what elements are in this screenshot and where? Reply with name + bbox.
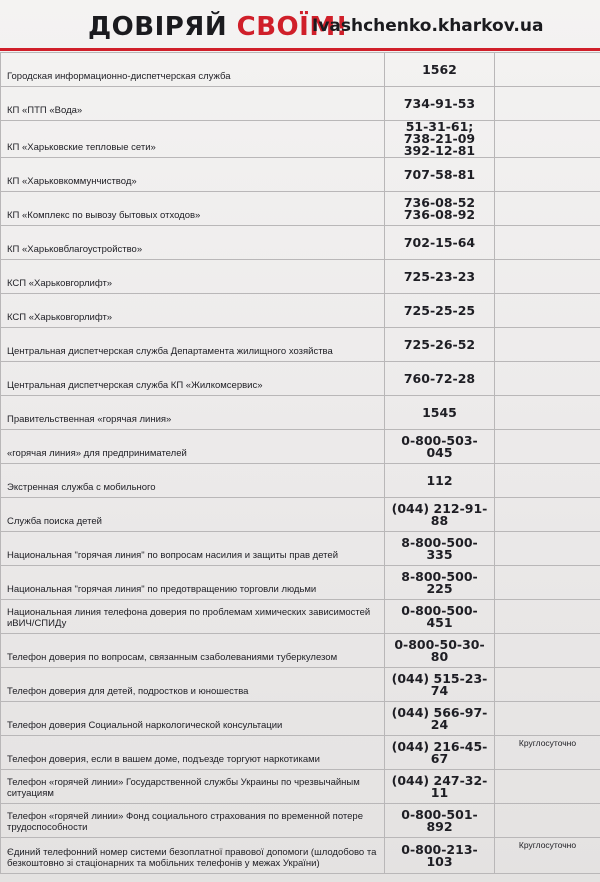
availability-note <box>495 464 600 498</box>
slogan-part1: ДОВІРЯЙ <box>88 12 228 42</box>
availability-note <box>495 702 600 736</box>
hotline-rows <box>1 53 600 874</box>
phone-line: 725-26-52 <box>403 336 476 352</box>
service-name: Правительственная «горячая линия» <box>1 396 385 430</box>
service-name: Телефон доверия по вопросам, связанным сзаболеваниями туберкулезом <box>1 634 385 668</box>
header-rule <box>0 48 600 51</box>
phone-line: 734-91-53 <box>403 95 476 111</box>
phone-line: 0-800-500-451 <box>401 602 478 630</box>
service-name: КП «Комплекс по вывозу бытовых отходов» <box>1 192 385 226</box>
availability-note <box>495 294 600 328</box>
service-name: «горячая линия» для предпринимателей <box>1 430 385 464</box>
phone-number <box>385 260 495 294</box>
phone-line: 1545 <box>422 404 457 420</box>
hotline-table <box>0 52 600 874</box>
table-row <box>1 464 600 498</box>
phone-line: 0-800-501-892 <box>401 806 478 834</box>
phone-number <box>385 87 495 121</box>
table-row <box>1 53 600 87</box>
table-row <box>1 192 600 226</box>
service-name: КП «Харьковблагоустройство» <box>1 226 385 260</box>
availability-note <box>495 770 600 804</box>
phone-number <box>385 430 495 464</box>
phone-number <box>385 226 495 260</box>
availability-note <box>495 121 600 158</box>
phone-number <box>385 362 495 396</box>
availability-note <box>495 532 600 566</box>
phone-line: 0-800-503-045 <box>401 432 478 460</box>
table-row <box>1 566 600 600</box>
availability-note <box>495 226 600 260</box>
phone-line: 8-800-500-225 <box>401 568 478 596</box>
table-row <box>1 804 600 838</box>
service-name: Национальная "горячая линия" по вопросам насилия и защиты прав детей <box>1 532 385 566</box>
phone-line: 725-23-23 <box>403 268 476 284</box>
table-row <box>1 634 600 668</box>
phone-number <box>385 566 495 600</box>
table-row <box>1 396 600 430</box>
table-row <box>1 328 600 362</box>
table-row <box>1 668 600 702</box>
phone-number <box>385 600 495 634</box>
phone-number <box>385 396 495 430</box>
table-row <box>1 226 600 260</box>
service-name: Городская информационно-диспетчерская служба <box>1 53 385 87</box>
phone-number <box>385 736 495 770</box>
phone-line: 8-800-500-335 <box>401 534 478 562</box>
slogan <box>88 12 348 42</box>
service-name: Национальная линия телефона доверия по проблемам химических зависимостей иВИЧ/СПИДу <box>1 600 385 634</box>
availability-note <box>495 158 600 192</box>
phone-number <box>385 804 495 838</box>
slogan-part2: СВОЇМ! <box>236 12 349 42</box>
availability-note: Круглосуточно <box>495 736 600 770</box>
phone-line: 392-12-81 <box>403 143 476 158</box>
service-name: Телефон доверия Социальной наркологической консультации <box>1 702 385 736</box>
availability-note <box>495 430 600 464</box>
header <box>0 0 600 54</box>
availability-note <box>495 566 600 600</box>
phone-number <box>385 770 495 804</box>
table-row <box>1 430 600 464</box>
table-row <box>1 260 600 294</box>
phone-number <box>385 53 495 87</box>
availability-note <box>495 634 600 668</box>
service-name: Телефон доверия для детей, подростков и юношества <box>1 668 385 702</box>
phone-number <box>385 121 495 158</box>
phone-number <box>385 634 495 668</box>
service-name: КП «ПТП «Вода» <box>1 87 385 121</box>
table-row <box>1 121 600 158</box>
phone-line: 0-800-213-103 <box>401 841 478 869</box>
table-row <box>1 532 600 566</box>
phone-number <box>385 158 495 192</box>
phone-line: 112 <box>426 472 453 488</box>
availability-note <box>495 804 600 838</box>
table-row <box>1 770 600 804</box>
availability-note <box>495 192 600 226</box>
table-row <box>1 498 600 532</box>
phone-line: (044) 566-97-24 <box>391 704 488 732</box>
table-row <box>1 736 600 770</box>
phone-line: 725-25-25 <box>403 302 476 318</box>
availability-note <box>495 498 600 532</box>
site-address: Ivashchenko.kharkov.ua <box>312 16 544 36</box>
phone-number <box>385 464 495 498</box>
table-row <box>1 600 600 634</box>
phone-line: 707-58-81 <box>403 166 476 182</box>
availability-note <box>495 362 600 396</box>
phone-line: (044) 212-91-88 <box>391 500 488 528</box>
phone-line: 1562 <box>422 61 457 77</box>
service-name: КП «Харьковкоммунчиствод» <box>1 158 385 192</box>
service-name: Єдиний телефонний номер системи безоплатної правової допомоги (шлодобово та безкоштовно зі стаціонарних та мобільних телефонів у межах України) <box>1 838 385 874</box>
service-name: Центральная диспетчерская служба КП «Жилкомсервис» <box>1 362 385 396</box>
phone-line: 0-800-50-30-80 <box>394 636 485 664</box>
table-row <box>1 294 600 328</box>
phone-line: 760-72-28 <box>403 370 476 386</box>
service-name: КСП «Харьковгорлифт» <box>1 260 385 294</box>
phone-line: 736-08-52 <box>403 194 476 210</box>
availability-note <box>495 53 600 87</box>
availability-note <box>495 87 600 121</box>
table-row <box>1 838 600 874</box>
table-row <box>1 158 600 192</box>
phone-line: 51-31-61; 738-21-09 <box>403 120 476 146</box>
table-row <box>1 362 600 396</box>
availability-note <box>495 260 600 294</box>
phone-number <box>385 192 495 226</box>
table-row <box>1 702 600 736</box>
phone-number <box>385 838 495 874</box>
service-name: КСП «Харьковгорлифт» <box>1 294 385 328</box>
phone-number <box>385 668 495 702</box>
service-name: Экстренная служба с мобильного <box>1 464 385 498</box>
phone-line: (044) 247-32-11 <box>391 772 488 800</box>
service-name: КП «Харьковские тепловые сети» <box>1 121 385 158</box>
availability-note <box>495 668 600 702</box>
availability-note <box>495 328 600 362</box>
phone-number <box>385 532 495 566</box>
availability-note <box>495 600 600 634</box>
phone-line: 702-15-64 <box>403 234 476 250</box>
phone-number <box>385 498 495 532</box>
availability-note <box>495 396 600 430</box>
service-name: Национальная "горячая линия" по предотвращению торговли людьми <box>1 566 385 600</box>
service-name: Центральная диспетчерская служба Департамента жилищного хозяйства <box>1 328 385 362</box>
phone-line: (044) 216-45-67 <box>391 738 488 766</box>
phone-number <box>385 328 495 362</box>
table-row <box>1 87 600 121</box>
phone-number <box>385 294 495 328</box>
phone-line: (044) 515-23-74 <box>391 670 488 698</box>
availability-note: Круглосуточно <box>495 838 600 874</box>
service-name: Телефон доверия, если в вашем доме, подъезде торгуют наркотиками <box>1 736 385 770</box>
service-name: Телефон «горячей линии» Государственной службы Украины по чрезвычайным ситуациям <box>1 770 385 804</box>
service-name: Служба поиска детей <box>1 498 385 532</box>
phone-line: 736-08-92 <box>403 206 476 222</box>
service-name: Телефон «горячей линии» Фонд социального страхования по временной потере трудоспособности <box>1 804 385 838</box>
phone-number <box>385 702 495 736</box>
